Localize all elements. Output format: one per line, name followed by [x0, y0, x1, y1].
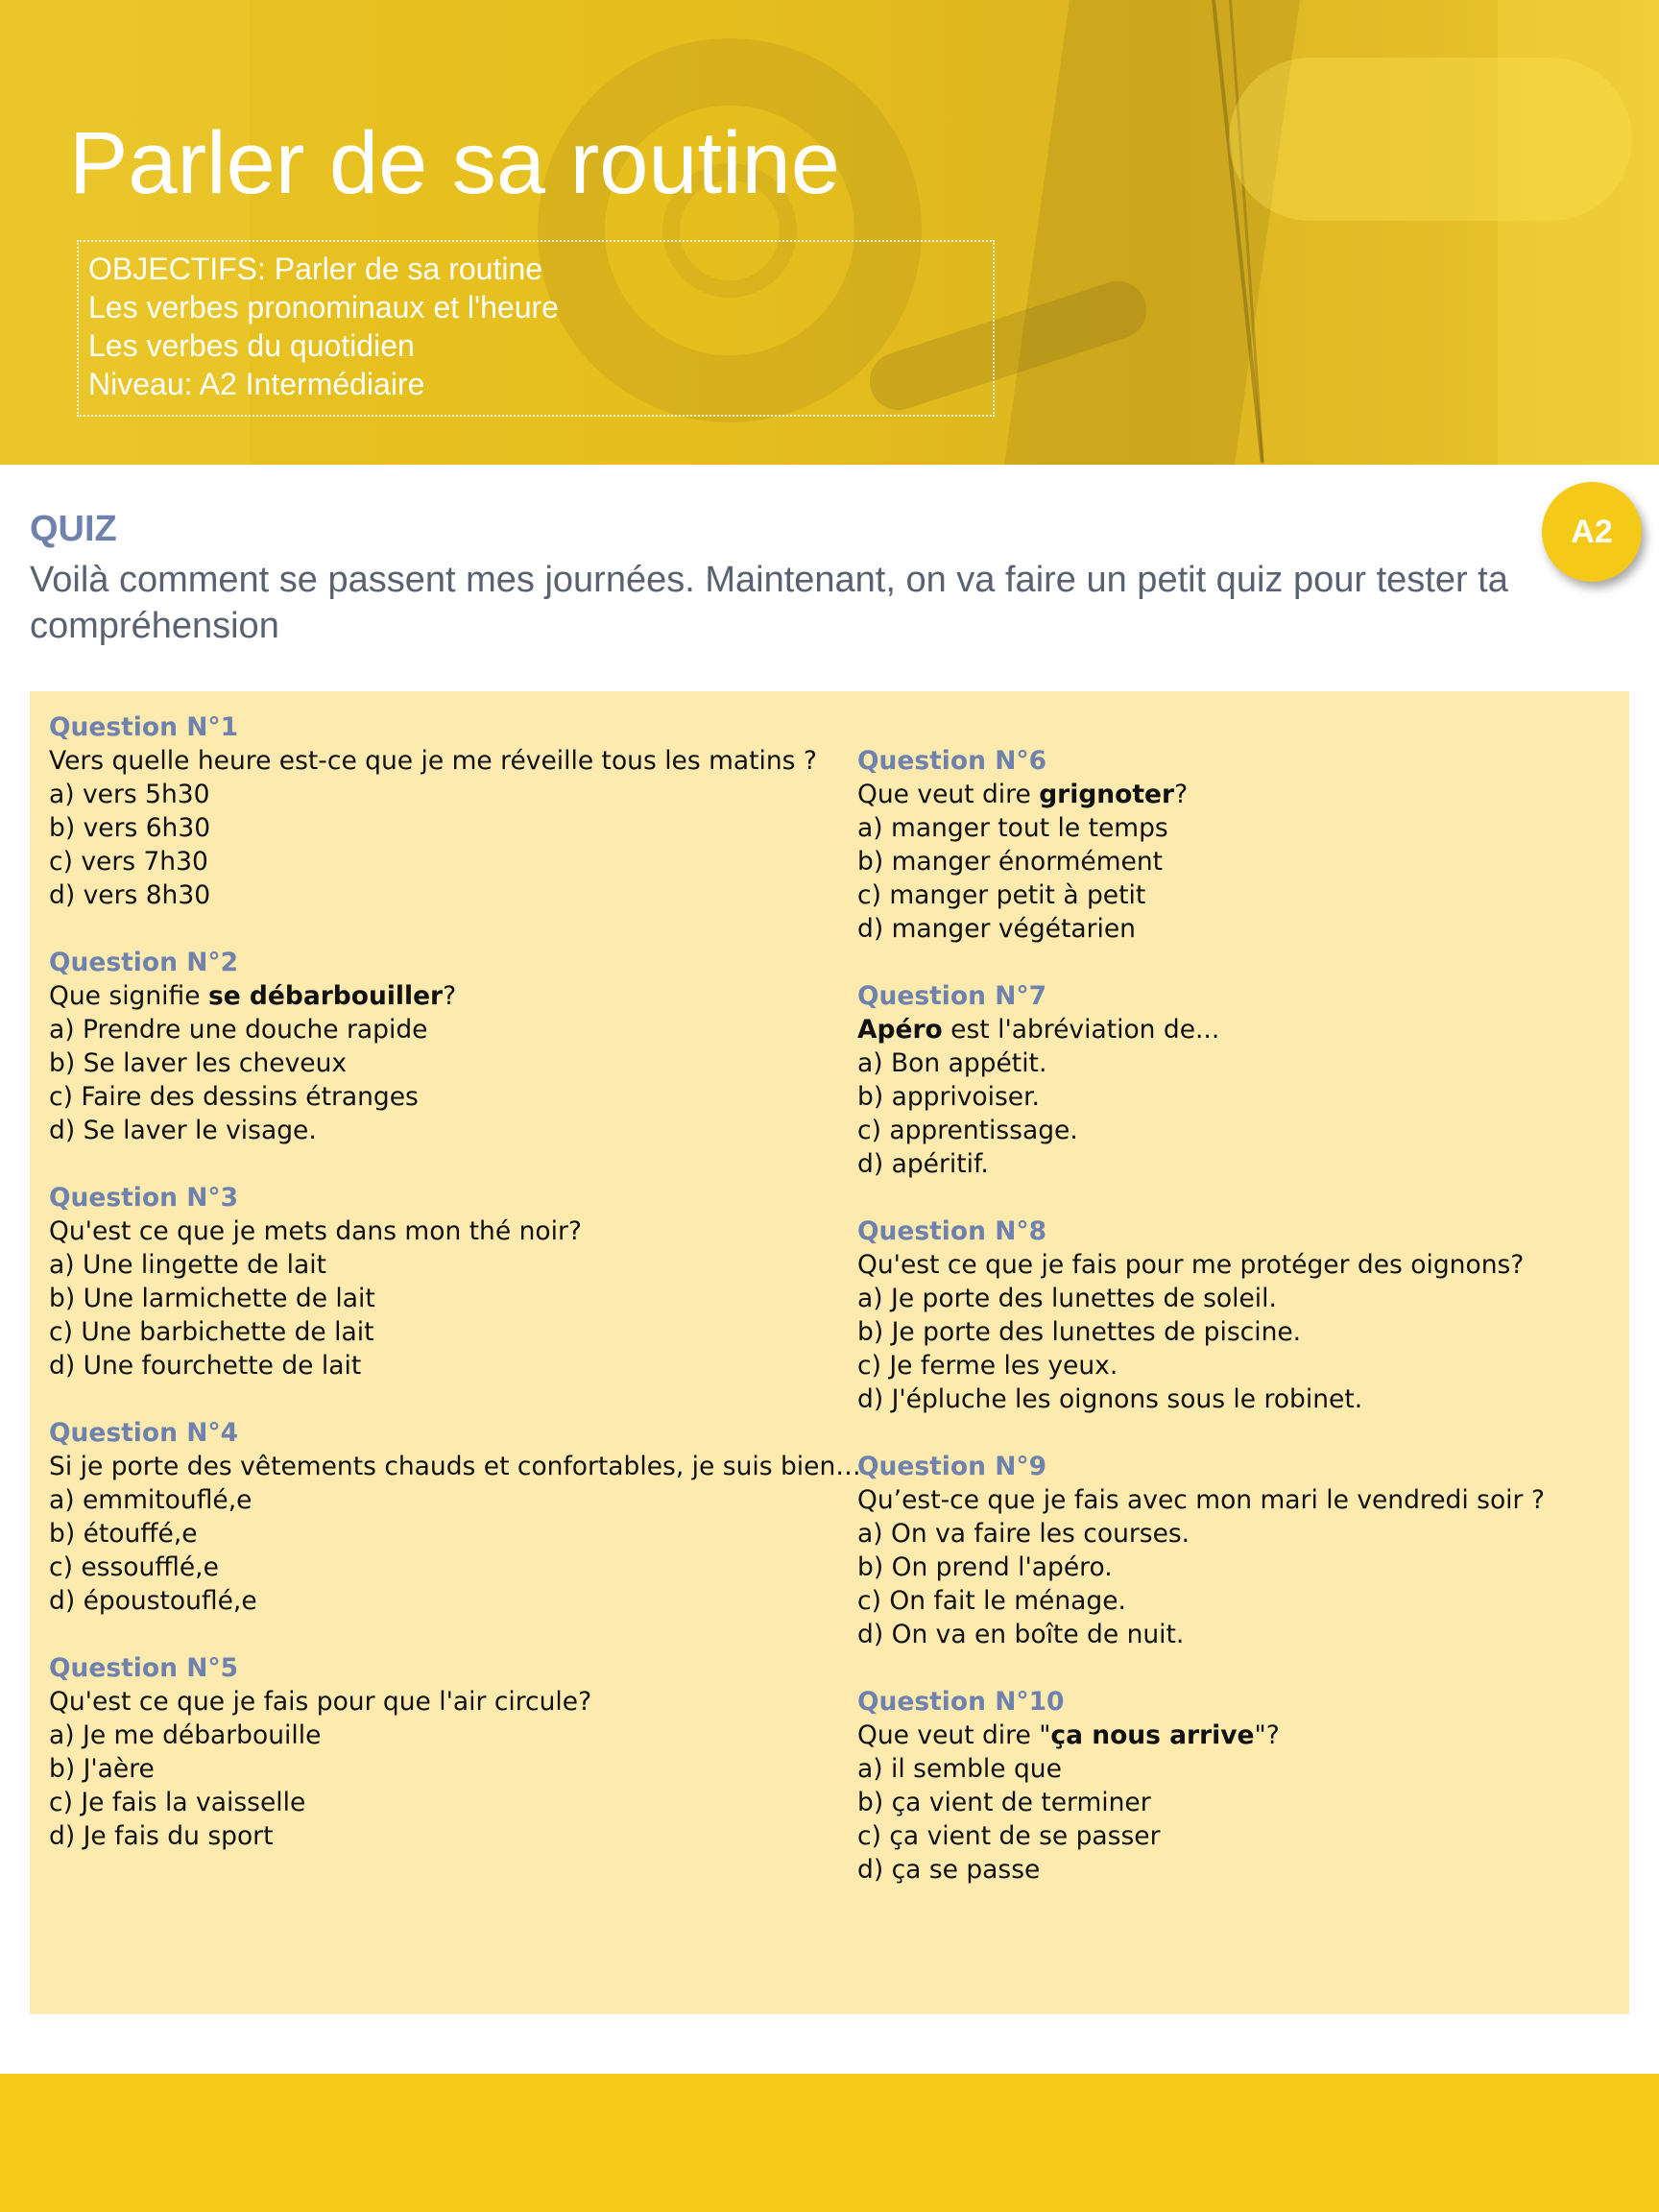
question-title: Question N°1: [49, 712, 239, 742]
question-title: Question N°8: [857, 1216, 1047, 1246]
answer-option: a) Je porte des lunettes de soleil.: [857, 1284, 1277, 1313]
question-block: [49, 1651, 836, 1853]
answer-option: c) Faire des dessins étranges: [49, 1082, 419, 1112]
question-text: Apéro est l'abréviation de...: [857, 1015, 1220, 1045]
answer-option: c) Je fais la vaisselle: [49, 1788, 306, 1817]
answer-option: c) ça vient de se passer: [857, 1821, 1161, 1851]
answer-option: b) J'aère: [49, 1754, 155, 1784]
answer-option: d) apéritif.: [857, 1149, 989, 1179]
answer-option: d) vers 8h30: [49, 880, 211, 910]
answer-option: a) Je me débarbouille: [49, 1720, 322, 1750]
question-title: Question N°3: [49, 1183, 239, 1213]
answer-option: a) On va faire les courses.: [857, 1519, 1190, 1549]
question-title: Question N°7: [857, 981, 1047, 1011]
answer-option: b) apprivoiser.: [857, 1082, 1040, 1112]
question-text: Qu’est-ce que je fais avec mon mari le vendredi soir ?: [857, 1485, 1545, 1515]
objective-line: Les verbes du quotidien: [88, 328, 415, 363]
answer-option: c) On fait le ménage.: [857, 1586, 1126, 1616]
answer-option: b) ça vient de terminer: [857, 1788, 1151, 1817]
question-text: Qu'est ce que je fais pour que l'air circule?: [49, 1687, 592, 1717]
question-title: Question N°10: [857, 1687, 1065, 1717]
answer-option: c) Je ferme les yeux.: [857, 1351, 1118, 1381]
answer-option: a) manger tout le temps: [857, 813, 1168, 843]
answer-option: b) Une larmichette de lait: [49, 1284, 375, 1313]
answer-option: a) emmitouflé,e: [49, 1485, 252, 1515]
quiz-heading: QUIZ: [30, 509, 117, 549]
question-text: Que signifie se débarbouiller?: [49, 981, 457, 1011]
answer-option: b) Je porte des lunettes de piscine.: [857, 1317, 1302, 1347]
answer-option: a) vers 5h30: [49, 780, 210, 809]
answer-option: a) Prendre une douche rapide: [49, 1015, 428, 1045]
question-block: [857, 979, 1616, 1181]
page-title: Parler de sa routine: [69, 114, 840, 212]
answer-option: b) On prend l'apéro.: [857, 1552, 1113, 1582]
answer-option: b) étouffé,e: [49, 1519, 198, 1549]
objective-line: Niveau: A2 Intermédiaire: [88, 367, 425, 401]
question-block: [857, 1450, 1616, 1651]
question-block: [49, 1181, 836, 1382]
answer-option: d) Se laver le visage.: [49, 1116, 317, 1145]
questions-box: [30, 691, 1629, 2014]
question-title: Question N°4: [49, 1418, 239, 1448]
answer-option: c) essoufflé,e: [49, 1552, 219, 1582]
objective-line: Les verbes pronominaux et l'heure: [88, 290, 559, 325]
answer-option: a) il semble que: [857, 1754, 1062, 1784]
question-text: Qu'est ce que je fais pour me protéger des oignons?: [857, 1250, 1525, 1280]
question-block: [857, 1214, 1616, 1416]
answer-option: c) Une barbichette de lait: [49, 1317, 374, 1347]
question-title: Question N°9: [857, 1452, 1047, 1481]
question-title: Question N°5: [49, 1653, 239, 1683]
question-text: Vers quelle heure est-ce que je me réveille tous les matins ?: [49, 746, 817, 776]
question-block: [49, 710, 836, 912]
header-banner: [0, 0, 1659, 465]
objectives-box: [77, 240, 995, 417]
answer-option: b) vers 6h30: [49, 813, 211, 843]
quiz-intro: Voilà comment se passent mes journées. Maintenant, on va faire un petit quiz pour tester ta compréhension: [30, 560, 1508, 646]
question-text: Qu'est ce que je mets dans mon thé noir?: [49, 1216, 582, 1246]
header-photo-highlight: [1498, 0, 1659, 465]
question-text: Que veut dire "ça nous arrive"?: [857, 1720, 1280, 1750]
question-block: [857, 744, 1616, 946]
answer-option: d) manger végétarien: [857, 914, 1136, 944]
answer-option: d) On va en boîte de nuit.: [857, 1620, 1185, 1649]
question-title: Question N°6: [857, 746, 1047, 776]
question-block: [49, 946, 836, 1147]
answer-option: c) vers 7h30: [49, 847, 208, 877]
answer-option: a) Bon appétit.: [857, 1048, 1047, 1078]
question-block: [857, 1685, 1616, 1887]
question-block: [49, 1416, 861, 1618]
answer-option: d) ça se passe: [857, 1855, 1041, 1885]
answer-option: d) J'épluche les oignons sous le robinet.: [857, 1384, 1363, 1414]
answer-option: a) Une lingette de lait: [49, 1250, 326, 1280]
question-text: Si je porte des vêtements chauds et confortables, je suis bien…: [49, 1452, 861, 1481]
level-badge: A2: [1542, 482, 1642, 582]
answer-option: d) époustouflé,e: [49, 1586, 257, 1616]
answer-option: d) Je fais du sport: [49, 1821, 274, 1851]
answer-option: b) manger énormément: [857, 847, 1164, 877]
footer-band: [0, 2074, 1659, 2212]
answer-option: b) Se laver les cheveux: [49, 1048, 348, 1078]
objective-line: OBJECTIFS: Parler de sa routine: [88, 252, 543, 286]
questions-column-left: [49, 710, 861, 1887]
answer-option: d) Une fourchette de lait: [49, 1351, 362, 1381]
answer-option: c) manger petit à petit: [857, 880, 1146, 910]
answer-option: c) apprentissage.: [857, 1116, 1078, 1145]
questions-column-right: [857, 744, 1616, 1920]
question-text: Que veut dire grignoter?: [857, 780, 1189, 809]
question-title: Question N°2: [49, 948, 239, 977]
